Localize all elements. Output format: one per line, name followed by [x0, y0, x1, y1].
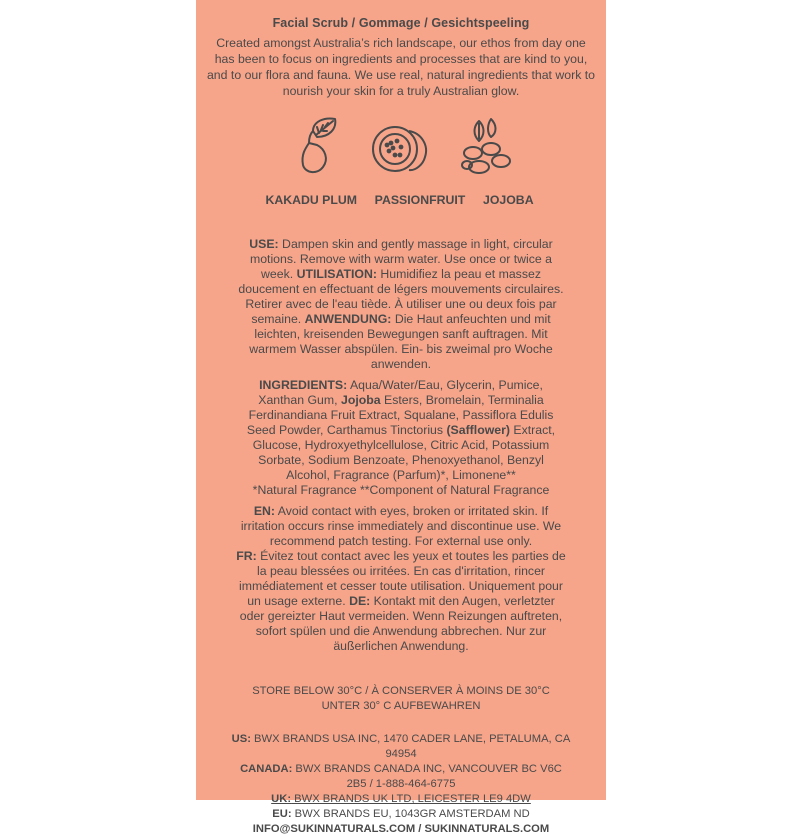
anwendung-text: Die Haut anfeuchten und mit leichten, kreisenden Bewegungen sanft auftragen. Mit warmem Wasser abspülen. Ein- bis zweimal pro Woche anwenden.	[249, 312, 553, 371]
ingredients-list	[236, 378, 566, 498]
en-heading: EN:	[253, 504, 275, 518]
de-heading: DE:	[349, 594, 371, 608]
canada-text: BWX BRANDS CANADA INC, VANCOUVER BC V6C 2B5 / 1-888-464-6775	[292, 763, 562, 790]
ingredients-part3: Extract, Glucose, Hydroxyethylcellulose, Citric Acid, Potassium Sorbate, Sodium Benzoate, Phenoxyethanol, Benzyl Alcohol, Fragrance (Parfum)*, Limonene**	[252, 423, 556, 482]
ingredient-names	[249, 193, 553, 207]
fr-heading: FR:	[236, 549, 257, 563]
storage-instructions	[231, 684, 571, 714]
fr-warning: Évitez tout contact avec les yeux et toutes les parties de la peau blessées ou irritées. En cas d'irritation, rincer immédiatement et cesser toute utilisation. Uniquement pour un usage externe.	[239, 549, 566, 608]
jojoba-label: JOJOBA	[483, 193, 534, 207]
ingredient-icons	[283, 115, 519, 179]
us-text: BWX BRANDS USA INC, 1470 CADER LANE, PETALUMA, CA 94954	[250, 733, 571, 760]
kakadu-plum-icon	[283, 115, 347, 179]
company-addresses	[231, 732, 571, 837]
uk-heading: UK:	[271, 793, 292, 805]
eu-address	[231, 807, 571, 822]
anwendung-heading: ANWENDUNG:	[304, 312, 392, 326]
utilisation-text: Humidifiez la peau et massez doucement en effectuant de légers mouvements circulaires. Retirer avec de l'eau tiède. À utiliser une ou deux fois par semaine.	[238, 267, 564, 326]
canada-heading: CANADA:	[240, 763, 293, 775]
brand-intro: Created amongst Australia’s rich landscape, our ethos from day one has been to focus on ingredients and processes that are kind to you, and to our flora and fauna. We use real, natural ingredients that work to nourish your skin for a truly Australian glow.	[206, 36, 596, 98]
passionfruit-icon	[369, 115, 433, 179]
contact-text: INFO@SUKINNATURALS.COM / SUKINNATURALS.COM	[252, 823, 550, 835]
uk-text: BWX BRANDS UK LTD, LEICESTER LE9 4DW	[291, 793, 531, 805]
en-warning: Avoid contact with eyes, broken or irritated skin. If irritation occurs rinse immediately and discontinue use. We recommend patch testing. For external use only.	[240, 504, 562, 548]
ingredients-heading: INGREDIENTS:	[259, 378, 348, 392]
ingredient-jojoba: Jojoba	[340, 393, 381, 407]
usage-directions	[236, 237, 566, 372]
us-heading: US:	[231, 733, 251, 745]
product-label	[196, 0, 606, 835]
jojoba-icon	[455, 115, 519, 179]
passionfruit-label: PASSIONFRUIT	[374, 193, 466, 207]
de-warning: Kontakt mit den Augen, verletzter oder gereizter Haut vermeiden. Wenn Reizungen auftreten, sofort spülen und die Anwendung abbrechen. Nur zur äußerlichen Anwendung.	[239, 594, 563, 653]
contact-info	[231, 822, 571, 837]
storage-line-1: STORE BELOW 30°C / À CONSERVER À MOINS DE 30°C	[252, 685, 550, 697]
use-text: Dampen skin and gently massage in light, circular motions. Remove with warm water. Use once or twice a week.	[249, 237, 553, 281]
product-title: Facial Scrub / Gommage / Gesichtspeeling	[272, 16, 530, 30]
eu-text: BWX BRANDS EU, 1043GR AMSTERDAM ND	[291, 808, 530, 820]
ingredients-part1: Aqua/Water/Eau, Glycerin, Pumice, Xanthan Gum,	[258, 378, 543, 407]
kakadu-plum-label: KAKADU PLUM	[265, 193, 357, 207]
warnings	[236, 504, 566, 654]
us-address	[231, 732, 571, 762]
use-heading: USE:	[249, 237, 279, 251]
storage-line-2: UNTER 30° C AUFBEWAHREN	[321, 700, 481, 712]
ingredient-safflower: (Safflower)	[446, 423, 510, 437]
eu-heading: EU:	[272, 808, 292, 820]
fragrance-footnote: *Natural Fragrance **Component of Natural Fragrance	[252, 483, 550, 497]
ingredients-part2: Esters, Bromelain, Terminalia Ferdinandiana Fruit Extract, Squalane, Passiflora Edulis Seed Powder, Carthamus Tinctorius	[246, 393, 554, 437]
utilisation-heading: UTILISATION:	[296, 267, 377, 281]
canada-address	[231, 762, 571, 792]
